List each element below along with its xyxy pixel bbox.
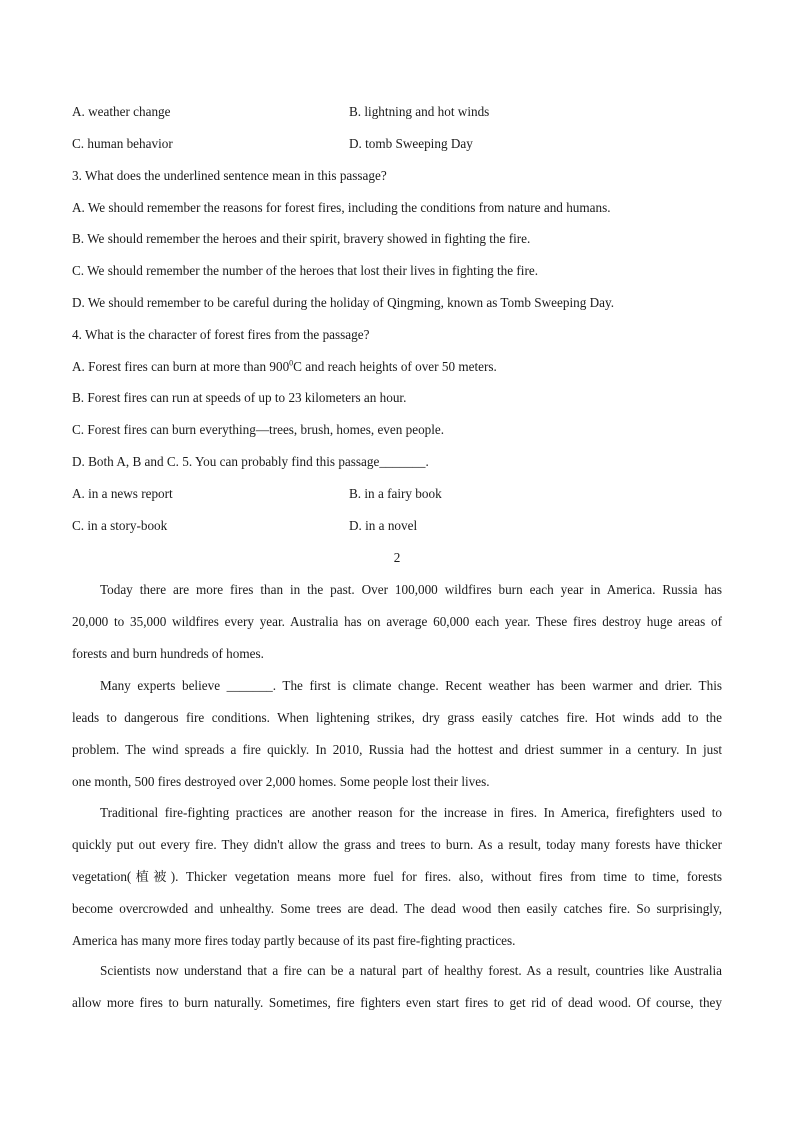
q2-option-d: D. tomb Sweeping Day bbox=[349, 136, 473, 151]
passage-paragraph-1 bbox=[72, 574, 722, 670]
q3-option-d: D. We should remember to be careful during the holiday of Qingming, known as Tomb Sweeping Day. bbox=[72, 295, 615, 310]
passage-line: leads to dangerous fire conditions. When lightening strikes, dry grass easily catches fire. Hot winds add to the bbox=[72, 709, 722, 725]
passage-line: Many experts believe _______. The first is climate change. Recent weather has been warmer and drier. This bbox=[100, 678, 722, 693]
passage-line: vegetation(植被). Thicker vegetation means more fuel for fires. also, without fires from time to time, forests bbox=[72, 868, 722, 884]
superscript: 0 bbox=[289, 358, 294, 368]
q3-option-a: A. We should remember the reasons for forest fires, including the conditions from nature and humans. bbox=[72, 200, 611, 215]
q4-option-c: C. Forest fires can burn everything—trees, brush, homes, even people. bbox=[72, 422, 445, 437]
passage-line: Today there are more fires than in the past. Over 100,000 wildfires burn each year in America. Russia has bbox=[100, 582, 722, 597]
q4-stem: 4. What is the character of forest fires from the passage? bbox=[72, 327, 370, 342]
q3-option-b: B. We should remember the heroes and their spirit, bravery showed in fighting the fire. bbox=[72, 231, 531, 246]
passage-line: become overcrowded and unhealthy. Some trees are dead. The dead wood then easily catches fire. So surprisingly, bbox=[72, 900, 722, 916]
q5-option-a: A. in a news report bbox=[72, 486, 173, 501]
q4-option-a-text-end: C and reach heights of over 50 meters. bbox=[293, 359, 497, 374]
q5-option-b: B. in a fairy book bbox=[349, 486, 442, 501]
q2-option-b: B. lightning and hot winds bbox=[349, 104, 490, 119]
passage-paragraph-4 bbox=[72, 955, 722, 1019]
passage-line: Scientists now understand that a fire can be a natural part of healthy forest. As a result, countries like Australia bbox=[100, 963, 722, 978]
q5-option-c: C. in a story-book bbox=[72, 518, 168, 533]
q4-option-a-text: A. Forest fires can burn at more than 900 bbox=[72, 359, 290, 374]
q4-option-a bbox=[72, 359, 497, 375]
q3-stem: 3. What does the underlined sentence mean in this passage? bbox=[72, 168, 387, 183]
q5-option-d: D. in a novel bbox=[349, 518, 418, 533]
passage-paragraph-3 bbox=[72, 797, 722, 957]
passage-line: America has many more fires today partly because of its past fire-fighting practices. bbox=[72, 932, 516, 948]
q2-option-a: A. weather change bbox=[72, 104, 171, 119]
q4-option-b: B. Forest fires can run at speeds of up to 23 kilometers an hour. bbox=[72, 390, 407, 405]
passage-line: one month, 500 fires destroyed over 2,000 homes. Some people lost their lives. bbox=[72, 773, 490, 789]
passage-line: problem. The wind spreads a fire quickly. In 2010, Russia had the hottest and driest summer in a century. In just bbox=[72, 741, 722, 757]
section-number: 2 bbox=[393, 550, 401, 565]
passage-line: 20,000 to 35,000 wildfires every year. Australia has on average 60,000 each year. These fires destroy huge areas of bbox=[72, 613, 722, 629]
q4-option-d: D. Both A, B and C. 5. You can probably find this passage_______. bbox=[72, 454, 429, 469]
passage-paragraph-2 bbox=[72, 670, 722, 798]
q2-option-c: C. human behavior bbox=[72, 136, 173, 151]
passage-line: forests and burn hundreds of homes. bbox=[72, 645, 264, 661]
passage-line: Traditional fire-fighting practices are another reason for the increase in fires. In America, firefighters used to bbox=[100, 805, 722, 820]
q3-option-c: C. We should remember the number of the heroes that lost their lives in fighting the fire. bbox=[72, 263, 539, 278]
passage-line: quickly put out every fire. They didn't allow the grass and trees to burn. As a result, today many forests have thicker bbox=[72, 836, 722, 852]
passage-line: allow more fires to burn naturally. Sometimes, fire fighters even start fires to get rid of dead wood. Of course, they bbox=[72, 994, 722, 1010]
